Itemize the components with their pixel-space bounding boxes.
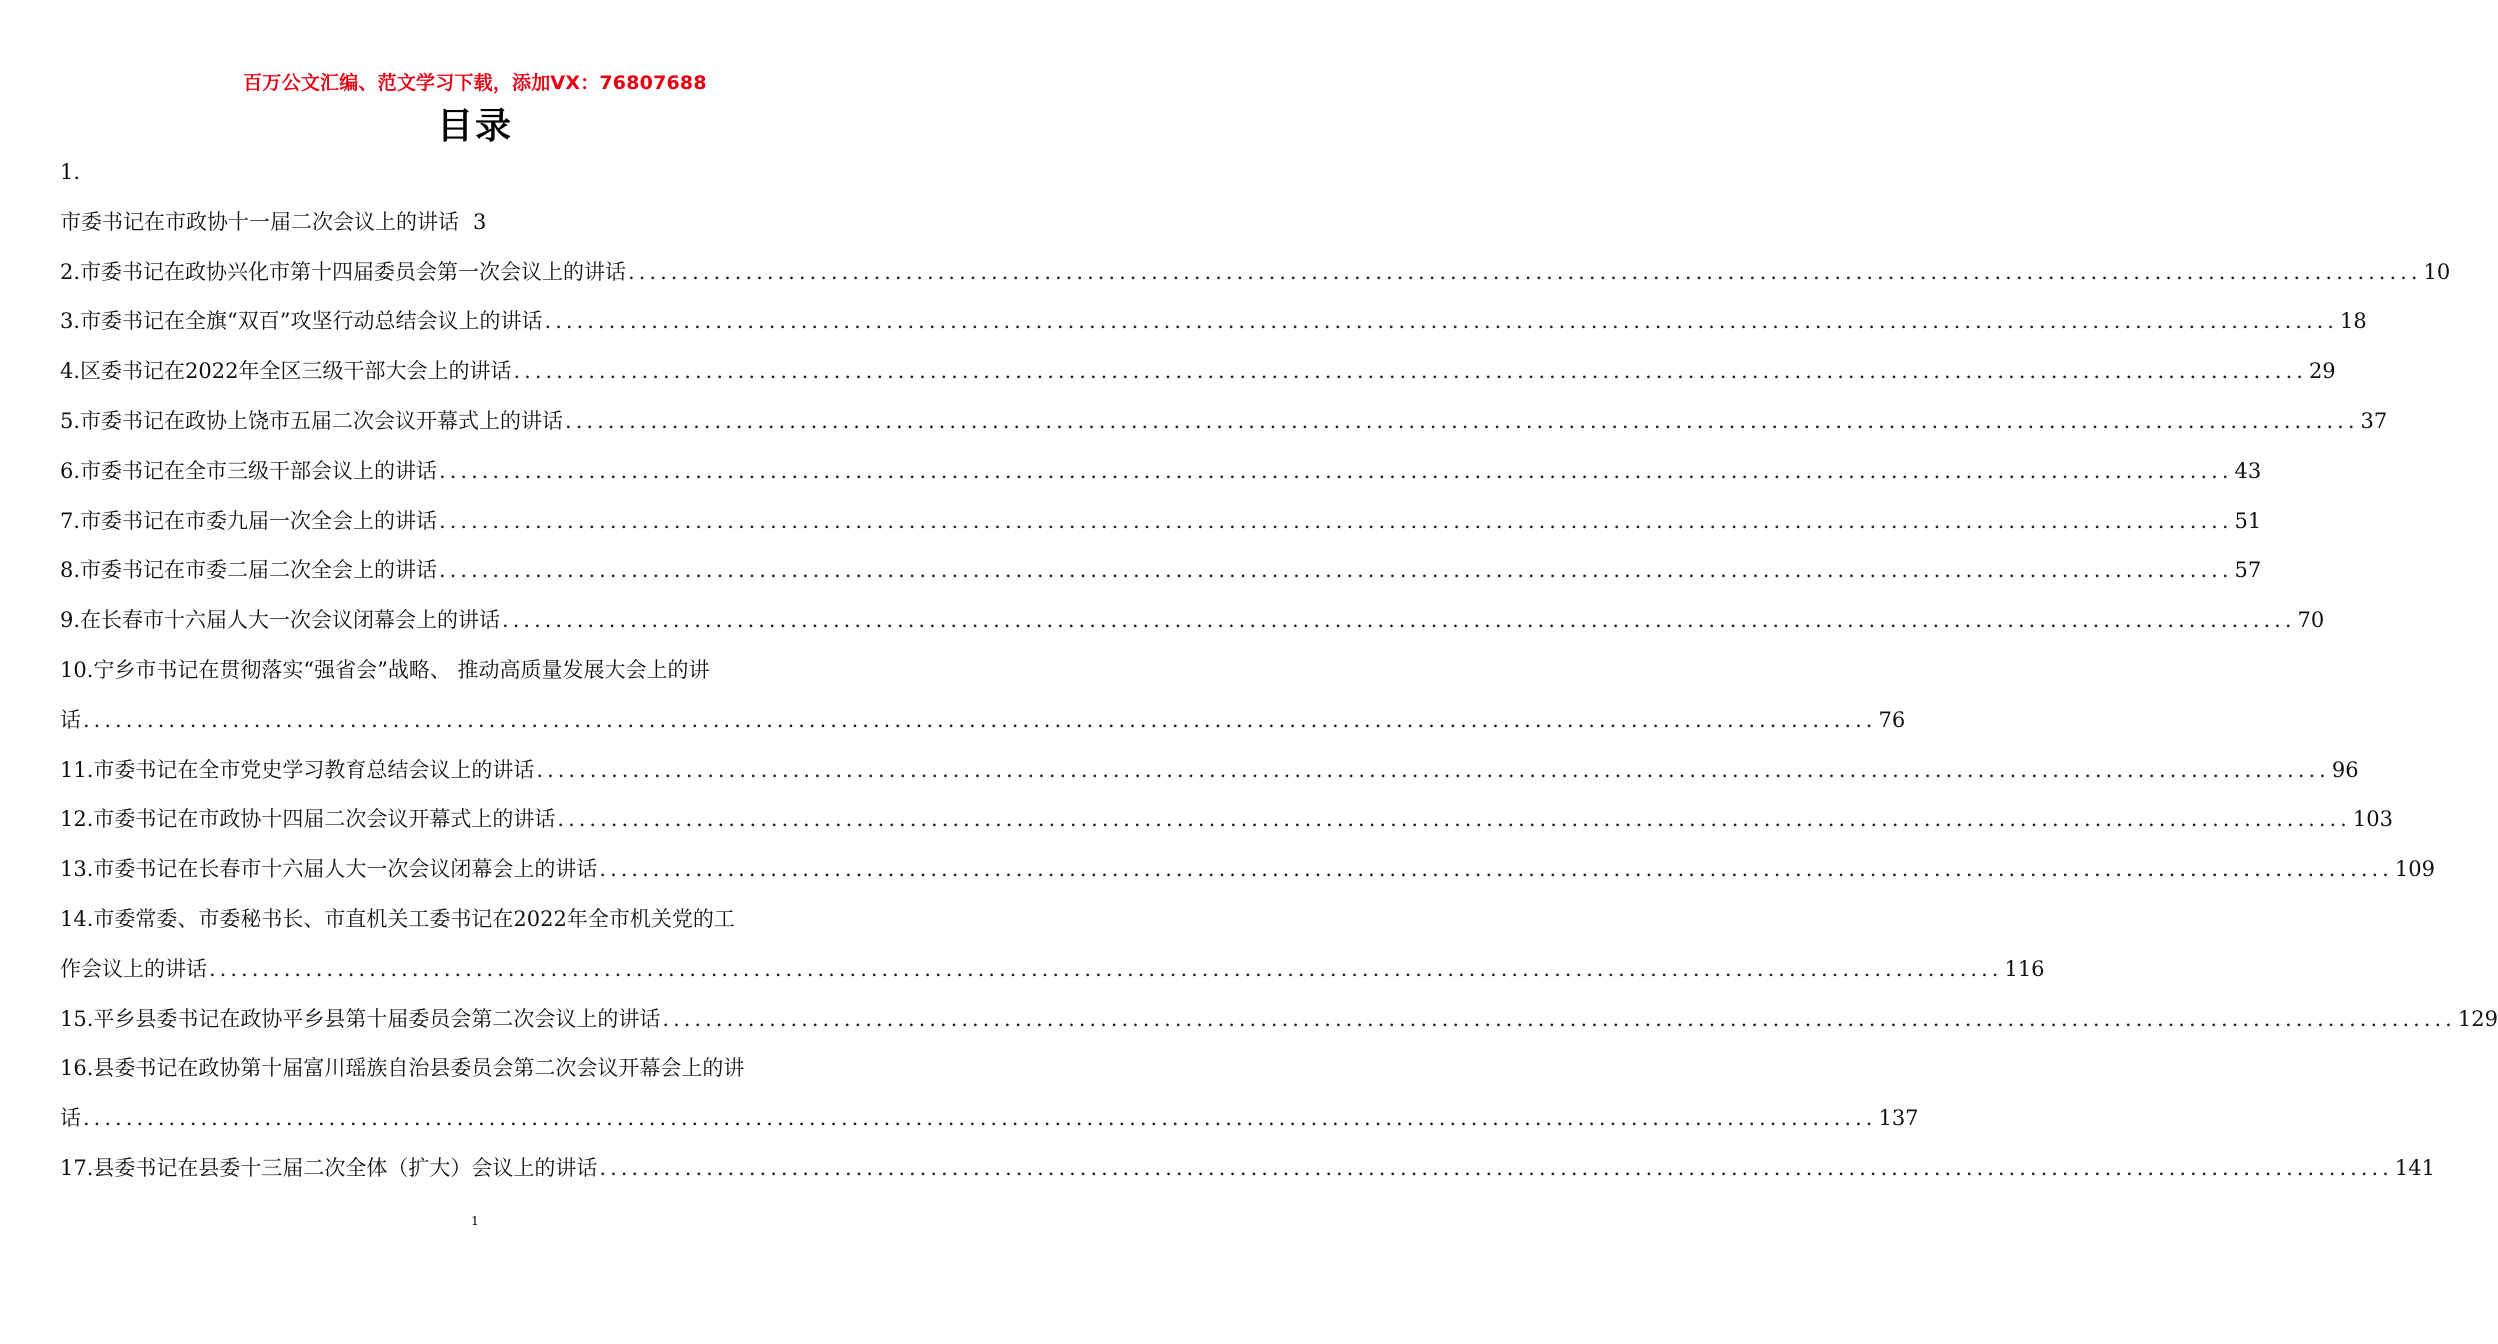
- toc-entry-title: 10.宁乡市书记在贯彻落实“强省会”战略、 推动高质量发展大会上的讲: [60, 657, 710, 682]
- toc-leader-dots: [83, 1094, 1876, 1144]
- toc-leader-dots: [557, 795, 2350, 845]
- toc-entry-page: 57: [2234, 558, 2262, 583]
- toc-entry-page: 103: [2352, 807, 2393, 832]
- toc-leader-dots: [565, 397, 2358, 447]
- toc-entry[interactable]: [60, 596, 2325, 646]
- toc-entry[interactable]: [60, 297, 2367, 347]
- toc-leader-dots: [662, 995, 2455, 1045]
- toc-entry-title: 2.市委书记在政协兴化市第十四届委员会第一次会议上的讲话: [60, 259, 627, 284]
- page-number: 1: [471, 1214, 479, 1228]
- toc-entry-page: 10: [2423, 259, 2451, 284]
- toc-leader-dots: [439, 546, 2232, 596]
- toc-entry-title: 15.平乡县委书记在政协平乡县第十届委员会第二次会议上的讲话: [60, 1006, 661, 1031]
- toc-entry-page: 109: [2394, 857, 2435, 882]
- toc-entry-page: 37: [2360, 408, 2388, 433]
- toc-leader-dots: [83, 696, 1876, 746]
- toc-entry-continuation[interactable]: [60, 696, 1906, 746]
- toc-leader-dots: [545, 297, 2338, 347]
- toc-entry-title: 12.市委书记在市政协十四届二次会议开幕式上的讲话: [60, 807, 556, 832]
- toc-entry[interactable]: [60, 1044, 892, 1094]
- toc-entry[interactable]: [60, 995, 2498, 1045]
- toc-entry-title: 11.市委书记在全市党史学习教育总结会议上的讲话: [60, 757, 535, 782]
- toc-leader-dots: [536, 746, 2329, 796]
- toc-leader-dots: [209, 945, 2002, 995]
- toc-entry-page: 51: [2234, 508, 2262, 533]
- toc-entry-page: 3: [473, 209, 487, 234]
- toc-entry-page: 29: [2308, 359, 2336, 384]
- table-of-contents: [60, 148, 2498, 1194]
- toc-entry[interactable]: [60, 795, 2393, 845]
- toc-leader-dots: [599, 1144, 2392, 1194]
- page-title: 目录: [436, 106, 513, 147]
- toc-entry-title: 8.市委书记在市委二届二次全会上的讲话: [60, 558, 438, 583]
- toc-entry-title: 14.市委常委、市委秘书长、市直机关工委书记在2022年全市机关党的工: [60, 906, 735, 931]
- toc-entry-title: 市委书记在市政协十一届二次会议上的讲话: [60, 209, 459, 234]
- toc-entry-page: 76: [1878, 707, 1906, 732]
- toc-leader-dots: [599, 845, 2392, 895]
- toc-entry-page: 96: [2331, 757, 2359, 782]
- toc-entry[interactable]: [60, 447, 2262, 497]
- toc-entry-continuation[interactable]: [60, 945, 2045, 995]
- toc-entry[interactable]: [60, 397, 2388, 447]
- toc-entry[interactable]: [60, 845, 2435, 895]
- toc-entry-title-cont: 话: [60, 1106, 81, 1131]
- toc-entry-page: 137: [1878, 1106, 1919, 1131]
- toc-entry[interactable]: [60, 746, 2359, 796]
- toc-entry-title: 17.县委书记在县委十三届二次全体（扩大）会议上的讲话: [60, 1155, 598, 1180]
- toc-leader-dots: [439, 447, 2232, 497]
- toc-leader-dots: [513, 347, 2306, 397]
- toc-entry-title: 7.市委书记在市委九届一次全会上的讲话: [60, 508, 438, 533]
- toc-leader-dots: [502, 596, 2295, 646]
- toc-entry-page: 141: [2394, 1155, 2435, 1180]
- toc-entry-title: 9.在长春市十六届人大一次会议闭幕会上的讲话: [60, 608, 501, 633]
- toc-entry[interactable]: [60, 895, 892, 945]
- toc-entry-continuation[interactable]: [60, 1094, 1919, 1144]
- toc-entry-page: 70: [2297, 608, 2325, 633]
- toc-entry[interactable]: [60, 546, 2262, 596]
- toc-entry-page: 129: [2457, 1006, 2498, 1031]
- toc-entry[interactable]: [60, 1144, 2435, 1194]
- toc-entry-title: 5.市委书记在政协上饶市五届二次会议开幕式上的讲话: [60, 408, 564, 433]
- toc-leader-dots: [439, 497, 2232, 547]
- toc-entry[interactable]: [60, 198, 892, 248]
- toc-entry-title-cont: 作会议上的讲话: [60, 956, 207, 981]
- toc-entry[interactable]: [60, 497, 2262, 547]
- toc-entry-title-cont: 话: [60, 707, 81, 732]
- toc-entry[interactable]: [60, 248, 2451, 298]
- toc-entry-page: 116: [2004, 956, 2045, 981]
- toc-entry[interactable]: [60, 646, 892, 696]
- toc-leader-dots: [628, 248, 2421, 298]
- toc-entry-title: 3.市委书记在全旗“双百”攻坚行动总结会议上的讲话: [60, 309, 543, 334]
- toc-entry-page: 43: [2234, 458, 2262, 483]
- watermark-banner: 百万公文汇编、范文学习下载，添加VX：76807688: [243, 72, 707, 94]
- toc-entry-title: 4.区委书记在2022年全区三级干部大会上的讲话: [60, 359, 512, 384]
- toc-entry-number: 1.: [60, 160, 81, 184]
- toc-entry-title: 13.市委书记在长春市十六届人大一次会议闭幕会上的讲话: [60, 857, 598, 882]
- toc-entry-page: 18: [2339, 309, 2367, 334]
- toc-entry[interactable]: [60, 347, 2336, 397]
- toc-entry-title: 16.县委书记在政协第十届富川瑶族自治县委员会第二次会议开幕会上的讲: [60, 1056, 745, 1081]
- toc-entry-number-line: [60, 148, 892, 198]
- toc-entry-title: 6.市委书记在全市三级干部会议上的讲话: [60, 458, 438, 483]
